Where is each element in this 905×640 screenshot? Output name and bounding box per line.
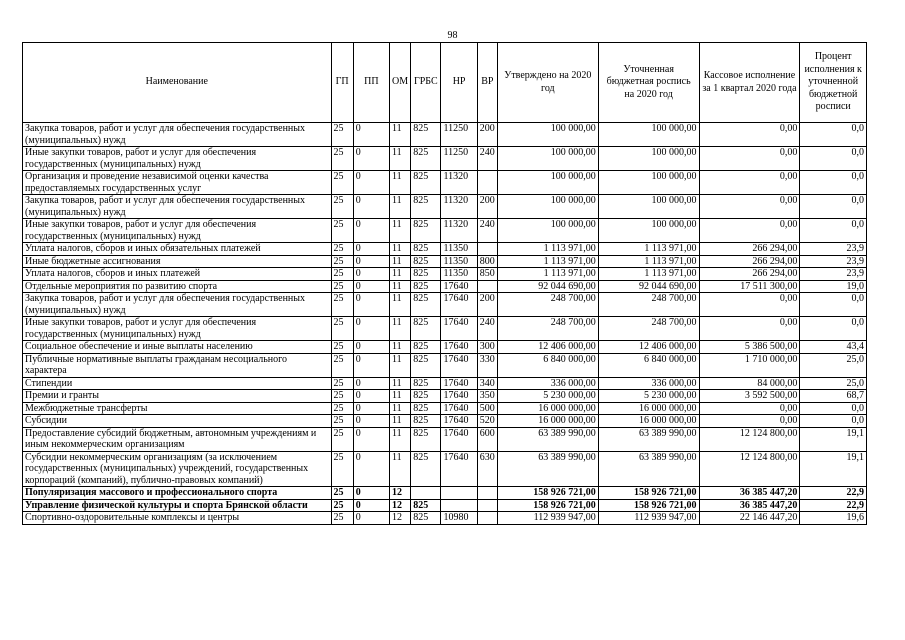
row-cash: 84 000,00 (699, 377, 800, 390)
row-refined: 158 926 721,00 (598, 499, 699, 512)
row-percent: 19,6 (800, 512, 867, 525)
row-om: 11 (390, 219, 411, 243)
row-om: 11 (390, 353, 411, 377)
row-name: Спортивно-оздоровительные комплексы и центры (23, 512, 332, 525)
row-refined: 63 389 990,00 (598, 427, 699, 451)
row-name: Субсидии некоммерческим организациям (за исключением государственных (муниципальных) учреждений, государственных корпораций (компаний), публично-правовых компаний) (23, 451, 332, 487)
row-cash: 36 385 447,20 (699, 487, 800, 500)
table-row (23, 255, 867, 268)
row-approved: 100 000,00 (497, 123, 598, 147)
row-gp: 25 (331, 255, 353, 268)
row-cash: 12 124 800,00 (699, 427, 800, 451)
row-name: Закупка товаров, работ и услуг для обеспечения государственных (муниципальных) нужд (23, 195, 332, 219)
row-name: Управление физической культуры и спорта Брянской области (23, 499, 332, 512)
row-approved: 248 700,00 (497, 293, 598, 317)
row-nr (441, 499, 477, 512)
row-approved: 100 000,00 (497, 171, 598, 195)
table-row (23, 317, 867, 341)
row-gp: 25 (331, 171, 353, 195)
row-refined: 100 000,00 (598, 171, 699, 195)
row-percent: 22,9 (800, 487, 867, 500)
row-cash: 1 710 000,00 (699, 353, 800, 377)
row-cash: 266 294,00 (699, 255, 800, 268)
row-nr: 17640 (441, 353, 477, 377)
row-cash: 12 124 800,00 (699, 451, 800, 487)
row-gp: 25 (331, 487, 353, 500)
row-om: 11 (390, 402, 411, 415)
row-approved: 158 926 721,00 (497, 487, 598, 500)
row-gp: 25 (331, 451, 353, 487)
row-om: 11 (390, 390, 411, 403)
row-pp: 0 (353, 499, 389, 512)
row-approved: 1 113 971,00 (497, 268, 598, 281)
row-approved: 100 000,00 (497, 195, 598, 219)
table-row (23, 499, 867, 512)
row-name: Закупка товаров, работ и услуг для обеспечения государственных (муниципальных) нужд (23, 293, 332, 317)
row-pp: 0 (353, 123, 389, 147)
row-vr: 630 (477, 451, 497, 487)
row-percent: 19,1 (800, 451, 867, 487)
row-name: Иные закупки товаров, работ и услуг для обеспечения государственных (муниципальных) нужд (23, 317, 332, 341)
row-refined: 1 113 971,00 (598, 255, 699, 268)
row-refined: 100 000,00 (598, 195, 699, 219)
row-percent: 0,0 (800, 195, 867, 219)
row-om: 11 (390, 171, 411, 195)
table-row (23, 353, 867, 377)
row-gp: 25 (331, 512, 353, 525)
row-name: Уплата налогов, сборов и иных обязательных платежей (23, 243, 332, 256)
header-grbs: ГРБС (411, 43, 441, 123)
row-name: Иные закупки товаров, работ и услуг для обеспечения государственных (муниципальных) нужд (23, 219, 332, 243)
header-approved: Утверждено на 2020 год (497, 43, 598, 123)
row-vr: 850 (477, 268, 497, 281)
row-pp: 0 (353, 512, 389, 525)
row-approved: 16 000 000,00 (497, 415, 598, 428)
row-vr (477, 243, 497, 256)
row-pp: 0 (353, 219, 389, 243)
row-cash: 266 294,00 (699, 268, 800, 281)
row-nr: 11350 (441, 255, 477, 268)
row-percent: 25,0 (800, 353, 867, 377)
row-approved: 63 389 990,00 (497, 427, 598, 451)
row-refined: 336 000,00 (598, 377, 699, 390)
row-percent: 0,0 (800, 219, 867, 243)
row-om: 11 (390, 195, 411, 219)
row-percent: 19,1 (800, 427, 867, 451)
row-om: 11 (390, 243, 411, 256)
row-om: 11 (390, 427, 411, 451)
page-number: 98 (447, 30, 458, 41)
row-vr: 200 (477, 293, 497, 317)
row-pp: 0 (353, 427, 389, 451)
row-cash: 0,00 (699, 219, 800, 243)
row-cash: 17 511 300,00 (699, 280, 800, 293)
row-om: 12 (390, 487, 411, 500)
row-cash: 0,00 (699, 195, 800, 219)
row-grbs: 825 (411, 195, 441, 219)
row-percent: 68,7 (800, 390, 867, 403)
table-row (23, 171, 867, 195)
table-row (23, 195, 867, 219)
row-refined: 100 000,00 (598, 123, 699, 147)
row-cash: 0,00 (699, 415, 800, 428)
row-grbs: 825 (411, 268, 441, 281)
row-cash: 0,00 (699, 317, 800, 341)
row-grbs: 825 (411, 427, 441, 451)
row-refined: 248 700,00 (598, 317, 699, 341)
row-cash: 36 385 447,20 (699, 499, 800, 512)
row-vr: 240 (477, 147, 497, 171)
row-percent: 25,0 (800, 377, 867, 390)
row-grbs: 825 (411, 353, 441, 377)
row-gp: 25 (331, 353, 353, 377)
table-row (23, 219, 867, 243)
row-nr: 11320 (441, 171, 477, 195)
row-name: Межбюджетные трансферты (23, 402, 332, 415)
row-gp: 25 (331, 317, 353, 341)
row-percent: 19,0 (800, 280, 867, 293)
row-nr: 11320 (441, 195, 477, 219)
row-gp: 25 (331, 280, 353, 293)
row-name: Иные бюджетные ассигнования (23, 255, 332, 268)
row-name: Стипендии (23, 377, 332, 390)
row-pp: 0 (353, 341, 389, 354)
row-om: 11 (390, 451, 411, 487)
row-approved: 158 926 721,00 (497, 499, 598, 512)
row-refined: 92 044 690,00 (598, 280, 699, 293)
row-pp: 0 (353, 451, 389, 487)
table-row (23, 390, 867, 403)
row-nr: 11250 (441, 147, 477, 171)
row-refined: 1 113 971,00 (598, 243, 699, 256)
row-refined: 100 000,00 (598, 219, 699, 243)
header-percent: Процент исполнения к уточненной бюджетной росписи (800, 43, 867, 123)
table-body (23, 123, 867, 525)
row-approved: 1 113 971,00 (497, 243, 598, 256)
row-om: 12 (390, 499, 411, 512)
row-percent: 0,0 (800, 415, 867, 428)
row-pp: 0 (353, 415, 389, 428)
row-om: 11 (390, 377, 411, 390)
row-vr: 340 (477, 377, 497, 390)
row-vr (477, 171, 497, 195)
row-cash: 5 386 500,00 (699, 341, 800, 354)
row-vr: 240 (477, 317, 497, 341)
row-name: Организация и проведение независимой оценки качества предоставляемых государственных услуг (23, 171, 332, 195)
header-cash: Кассовое исполнение за 1 квартал 2020 года (699, 43, 800, 123)
row-vr: 330 (477, 353, 497, 377)
row-name: Субсидии (23, 415, 332, 428)
row-name: Отдельные мероприятия по развитию спорта (23, 280, 332, 293)
row-grbs: 825 (411, 499, 441, 512)
table-row (23, 487, 867, 500)
row-vr: 800 (477, 255, 497, 268)
row-grbs: 825 (411, 293, 441, 317)
row-vr: 240 (477, 219, 497, 243)
row-nr: 17640 (441, 415, 477, 428)
row-gp: 25 (331, 390, 353, 403)
row-vr (477, 499, 497, 512)
row-approved: 248 700,00 (497, 317, 598, 341)
row-refined: 6 840 000,00 (598, 353, 699, 377)
row-pp: 0 (353, 390, 389, 403)
row-pp: 0 (353, 171, 389, 195)
header-gp: ГП (331, 43, 353, 123)
row-gp: 25 (331, 427, 353, 451)
row-grbs (411, 487, 441, 500)
row-om: 11 (390, 280, 411, 293)
row-vr: 200 (477, 195, 497, 219)
row-grbs: 825 (411, 280, 441, 293)
row-grbs: 825 (411, 512, 441, 525)
row-refined: 16 000 000,00 (598, 415, 699, 428)
row-pp: 0 (353, 255, 389, 268)
row-cash: 0,00 (699, 402, 800, 415)
row-percent: 43,4 (800, 341, 867, 354)
row-nr: 17640 (441, 280, 477, 293)
row-refined: 112 939 947,00 (598, 512, 699, 525)
row-cash: 0,00 (699, 293, 800, 317)
row-approved: 12 406 000,00 (497, 341, 598, 354)
row-vr: 300 (477, 341, 497, 354)
row-approved: 5 230 000,00 (497, 390, 598, 403)
row-gp: 25 (331, 499, 353, 512)
row-cash: 22 146 447,20 (699, 512, 800, 525)
row-refined: 100 000,00 (598, 147, 699, 171)
row-refined: 248 700,00 (598, 293, 699, 317)
table-row (23, 341, 867, 354)
row-cash: 266 294,00 (699, 243, 800, 256)
row-gp: 25 (331, 195, 353, 219)
row-nr: 11250 (441, 123, 477, 147)
row-nr: 10980 (441, 512, 477, 525)
row-refined: 63 389 990,00 (598, 451, 699, 487)
row-vr (477, 280, 497, 293)
table-row (23, 243, 867, 256)
table-row (23, 415, 867, 428)
row-pp: 0 (353, 402, 389, 415)
row-percent: 23,9 (800, 255, 867, 268)
row-approved: 63 389 990,00 (497, 451, 598, 487)
row-vr (477, 512, 497, 525)
row-grbs: 825 (411, 171, 441, 195)
row-om: 11 (390, 415, 411, 428)
row-gp: 25 (331, 377, 353, 390)
row-name: Иные закупки товаров, работ и услуг для обеспечения государственных (муниципальных) нужд (23, 147, 332, 171)
row-pp: 0 (353, 243, 389, 256)
row-gp: 25 (331, 415, 353, 428)
row-gp: 25 (331, 268, 353, 281)
row-name: Социальное обеспечение и иные выплаты населению (23, 341, 332, 354)
row-grbs: 825 (411, 317, 441, 341)
row-cash: 0,00 (699, 147, 800, 171)
row-name: Предоставление субсидий бюджетным, автономным учреждениям и иным некоммерческим организациям (23, 427, 332, 451)
row-approved: 16 000 000,00 (497, 402, 598, 415)
row-grbs: 825 (411, 255, 441, 268)
row-percent: 23,9 (800, 243, 867, 256)
header-nr: НР (441, 43, 477, 123)
table-row (23, 512, 867, 525)
row-gp: 25 (331, 219, 353, 243)
row-gp: 25 (331, 293, 353, 317)
row-om: 11 (390, 317, 411, 341)
row-grbs: 825 (411, 219, 441, 243)
row-pp: 0 (353, 377, 389, 390)
row-gp: 25 (331, 147, 353, 171)
row-grbs: 825 (411, 377, 441, 390)
row-grbs: 825 (411, 147, 441, 171)
row-cash: 0,00 (699, 171, 800, 195)
row-om: 12 (390, 512, 411, 525)
row-vr (477, 487, 497, 500)
row-om: 11 (390, 268, 411, 281)
budget-table (22, 42, 867, 525)
row-cash: 3 592 500,00 (699, 390, 800, 403)
row-gp: 25 (331, 123, 353, 147)
row-approved: 336 000,00 (497, 377, 598, 390)
row-nr: 17640 (441, 377, 477, 390)
row-refined: 158 926 721,00 (598, 487, 699, 500)
row-nr: 11350 (441, 243, 477, 256)
row-name: Премии и гранты (23, 390, 332, 403)
row-nr: 17640 (441, 317, 477, 341)
header-om: ОМ (390, 43, 411, 123)
header-vr: ВР (477, 43, 497, 123)
row-nr (441, 487, 477, 500)
table-row (23, 123, 867, 147)
table-row (23, 293, 867, 317)
row-approved: 92 044 690,00 (497, 280, 598, 293)
row-grbs: 825 (411, 451, 441, 487)
row-nr: 17640 (441, 451, 477, 487)
row-approved: 100 000,00 (497, 219, 598, 243)
row-percent: 0,0 (800, 293, 867, 317)
row-nr: 17640 (441, 402, 477, 415)
row-vr: 600 (477, 427, 497, 451)
row-name: Закупка товаров, работ и услуг для обеспечения государственных (муниципальных) нужд (23, 123, 332, 147)
row-gp: 25 (331, 341, 353, 354)
row-om: 11 (390, 147, 411, 171)
row-refined: 16 000 000,00 (598, 402, 699, 415)
row-gp: 25 (331, 402, 353, 415)
row-percent: 0,0 (800, 171, 867, 195)
row-pp: 0 (353, 147, 389, 171)
table-row (23, 268, 867, 281)
row-refined: 1 113 971,00 (598, 268, 699, 281)
row-pp: 0 (353, 317, 389, 341)
row-pp: 0 (353, 195, 389, 219)
row-refined: 5 230 000,00 (598, 390, 699, 403)
row-grbs: 825 (411, 415, 441, 428)
row-percent: 22,9 (800, 499, 867, 512)
row-vr: 500 (477, 402, 497, 415)
row-nr: 17640 (441, 341, 477, 354)
row-nr: 17640 (441, 293, 477, 317)
row-name: Публичные нормативные выплаты гражданам несоциального характера (23, 353, 332, 377)
row-om: 11 (390, 341, 411, 354)
table-row (23, 147, 867, 171)
row-percent: 23,9 (800, 268, 867, 281)
row-approved: 112 939 947,00 (497, 512, 598, 525)
row-percent: 0,0 (800, 123, 867, 147)
table-row (23, 402, 867, 415)
header-pp: ПП (353, 43, 389, 123)
row-vr: 200 (477, 123, 497, 147)
row-percent: 0,0 (800, 402, 867, 415)
row-percent: 0,0 (800, 147, 867, 171)
row-vr: 520 (477, 415, 497, 428)
row-approved: 100 000,00 (497, 147, 598, 171)
row-pp: 0 (353, 353, 389, 377)
row-grbs: 825 (411, 390, 441, 403)
row-nr: 11350 (441, 268, 477, 281)
row-pp: 0 (353, 268, 389, 281)
row-grbs: 825 (411, 341, 441, 354)
row-pp: 0 (353, 280, 389, 293)
row-grbs: 825 (411, 123, 441, 147)
row-name: Уплата налогов, сборов и иных платежей (23, 268, 332, 281)
row-gp: 25 (331, 243, 353, 256)
table-row (23, 427, 867, 451)
row-name: Популяризация массового и профессионального спорта (23, 487, 332, 500)
table-row (23, 377, 867, 390)
row-pp: 0 (353, 487, 389, 500)
row-approved: 1 113 971,00 (497, 255, 598, 268)
row-approved: 6 840 000,00 (497, 353, 598, 377)
row-pp: 0 (353, 293, 389, 317)
header-refined: Уточненная бюджетная роспись на 2020 год (598, 43, 699, 123)
row-grbs: 825 (411, 402, 441, 415)
table-row (23, 280, 867, 293)
table-row (23, 451, 867, 487)
row-nr: 17640 (441, 427, 477, 451)
row-nr: 17640 (441, 390, 477, 403)
row-nr: 11320 (441, 219, 477, 243)
row-om: 11 (390, 123, 411, 147)
row-cash: 0,00 (699, 123, 800, 147)
row-percent: 0,0 (800, 317, 867, 341)
row-vr: 350 (477, 390, 497, 403)
row-om: 11 (390, 293, 411, 317)
row-om: 11 (390, 255, 411, 268)
header-name: Наименование (23, 43, 332, 123)
row-grbs: 825 (411, 243, 441, 256)
row-refined: 12 406 000,00 (598, 341, 699, 354)
